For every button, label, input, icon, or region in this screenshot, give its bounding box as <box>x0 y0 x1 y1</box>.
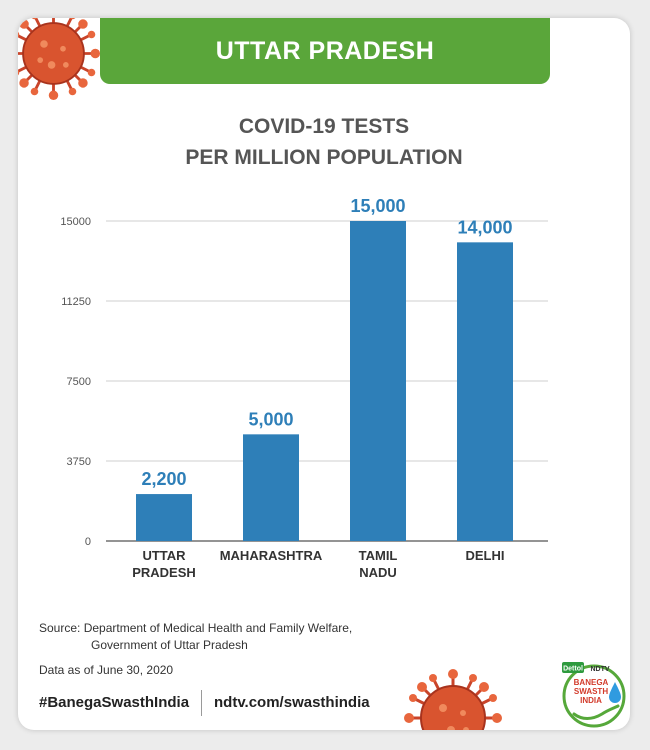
bar <box>243 434 299 541</box>
x-tick-label: MAHARASHTRA <box>219 548 323 563</box>
x-tick-label: NADU <box>359 565 397 580</box>
x-tick-label: PRADESH <box>132 565 196 580</box>
logo-line2: SWASTH <box>573 687 609 696</box>
state-banner: UTTAR PRADESH <box>100 18 550 84</box>
bar <box>350 221 406 541</box>
source-line1: Source: Department of Medical Health and Family Welfare, <box>39 621 353 635</box>
source-note <box>39 620 352 654</box>
x-tick-label: UTTAR <box>142 548 186 563</box>
data-date-note: Data as of June 30, 2020 <box>39 663 174 677</box>
bar <box>457 242 513 541</box>
y-tick-label: 7500 <box>66 376 91 388</box>
bar-value-label: 14,000 <box>457 217 513 238</box>
bar-value-label: 2,200 <box>141 469 187 490</box>
bar-chart <box>18 18 630 618</box>
bar-value-label: 15,000 <box>350 196 406 216</box>
x-tick-label: TAMIL <box>358 548 398 563</box>
logo-brand2: NDTV <box>590 666 610 673</box>
y-tick-label: 15000 <box>60 216 91 228</box>
bar <box>136 494 192 541</box>
x-tick-label: DELHI <box>465 548 505 563</box>
footer-divider <box>201 690 202 716</box>
y-tick-label: 3750 <box>66 456 91 468</box>
chart-title-line1: COVID-19 TESTS <box>238 115 410 138</box>
logo-line3: INDIA <box>580 696 602 705</box>
banega-swasth-india-logo <box>560 660 628 728</box>
virus-icon-bottom <box>403 668 503 730</box>
y-tick-label: 0 <box>84 536 91 548</box>
source-line2: Government of Uttar Pradesh <box>91 638 248 652</box>
chart-title-line2: PER MILLION POPULATION <box>185 146 463 169</box>
bar-value-label: 5,000 <box>248 409 294 430</box>
website-link[interactable]: ndtv.com/swasthindia <box>214 694 370 711</box>
infographic-card <box>18 18 630 730</box>
y-tick-label: 11250 <box>61 296 91 308</box>
logo-brand1: Dettol <box>563 665 583 673</box>
hashtag: #BanegaSwasthIndia <box>39 694 190 711</box>
logo-line1: BANEGA <box>573 678 609 687</box>
